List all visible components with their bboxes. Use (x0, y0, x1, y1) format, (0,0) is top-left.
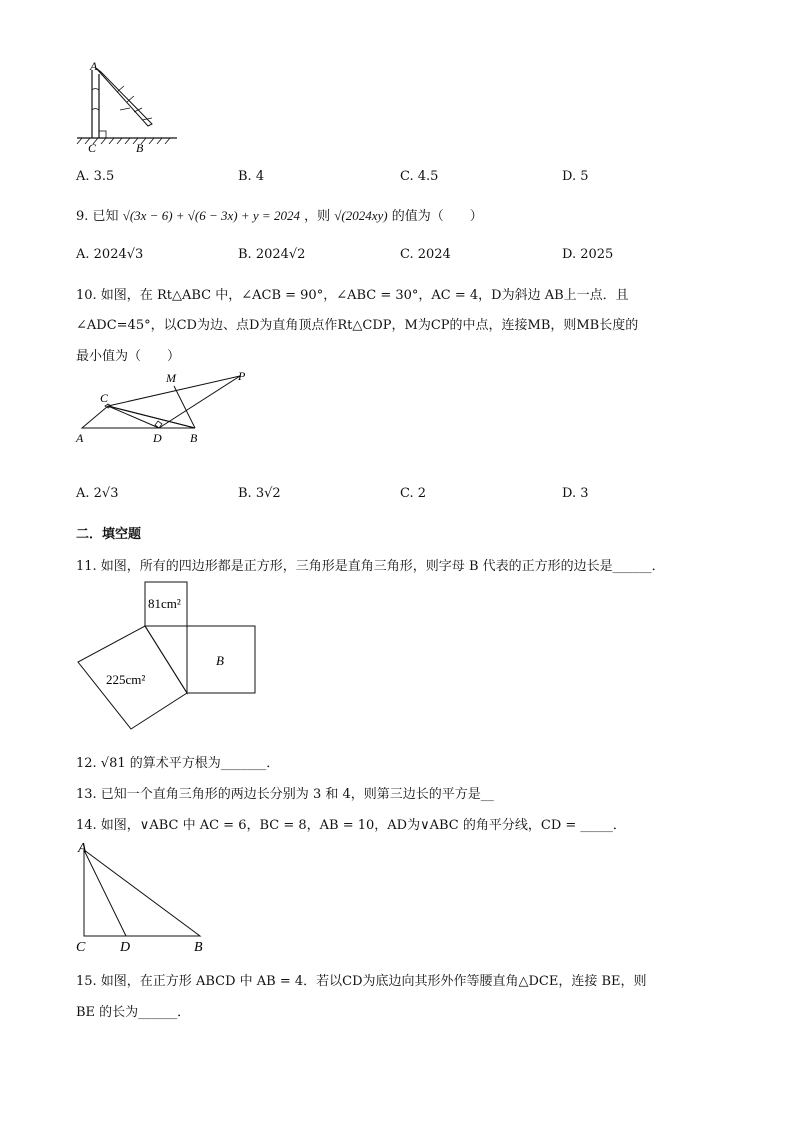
q10-label-b: B (190, 431, 198, 445)
q8-option-a[interactable]: A. 3.5 (76, 169, 115, 184)
q10-option-d[interactable]: D. 3 (562, 486, 589, 501)
fig8-label-b: B (136, 141, 144, 155)
q9-mid: ，则 (304, 209, 331, 224)
q14-label-d: D (120, 940, 131, 955)
q10-label-c: C (100, 391, 109, 405)
q8-option-c[interactable]: C. 4.5 (400, 169, 439, 184)
q9-stem (76, 205, 483, 224)
q12-text: 12. √81 的算术平方根为_______． (76, 756, 280, 771)
q9-option-b[interactable]: B. 2024√2 (238, 247, 306, 262)
q14-label-a: A (78, 841, 87, 856)
q11-figure (74, 580, 260, 738)
q10-figure (70, 368, 260, 446)
q10-line1: 10. 如图，在 Rt△ABC 中，∠ACB = 90°，∠ABC = 30°，AC = 4，D为斜边 AB上一点．且 (76, 288, 629, 303)
q11-text: 11. 如图，所有的四边形都是正方形，三角形是直角三角形，则字母 B 代表的正方形的边长是______． (76, 559, 665, 574)
q14-label-b: B (194, 940, 203, 955)
q9-suffix: 的值为（ ） (391, 209, 483, 224)
q9-expr2: √(2024xy) (334, 208, 388, 223)
q10-option-b[interactable]: B. 3√2 (238, 486, 281, 501)
q10-label-a: A (76, 431, 84, 445)
q14-figure (72, 838, 212, 956)
fig8-label-c: C (88, 141, 97, 155)
q8-figure (72, 60, 182, 155)
q13-text: 13. 已知一个直角三角形的两边长分别为 3 和 4，则第三边长的平方是__ (76, 787, 494, 802)
q15-line1: 15. 如图，在正方形 ABCD 中 AB = 4．若以CD为底边向其形外作等腰直角△DCE，连接 BE，则 (76, 974, 647, 989)
fig8-label-a: A (90, 60, 98, 73)
q10-option-a[interactable]: A. 2√3 (76, 486, 119, 501)
q10-line2: ∠ADC=45°，以CD为边、点D为直角顶点作Rt△CDP，M为CP的中点，连接MB，则MB长度的 (76, 318, 639, 333)
q10-label-d: D (153, 431, 162, 445)
q9-prefix: 9. 已知 (76, 209, 119, 224)
q10-label-m: M (166, 371, 176, 385)
q8-option-d[interactable]: D. 5 (562, 169, 589, 184)
q14-text: 14. 如图，∨ABC 中 AC = 6，BC = 8，AB = 10，AD为∨ABC 的角平分线，CD = _____． (76, 818, 626, 833)
q9-option-c[interactable]: C. 2024 (400, 247, 451, 262)
q9-option-a[interactable]: A. 2024√3 (76, 247, 144, 262)
q14-label-c: C (76, 940, 86, 955)
q11-label-225: 225cm² (106, 672, 146, 687)
q10-label-p: P (238, 369, 246, 383)
q10-line3: 最小值为（ ） (76, 349, 181, 364)
q9-expr: √(3x − 6) + √(6 − 3x) + y = 2024 (122, 208, 300, 223)
section-fill-in-title: 二．填空题 (76, 527, 142, 542)
q9-option-d[interactable]: D. 2025 (562, 247, 614, 262)
q8-option-b[interactable]: B. 4 (238, 169, 265, 184)
q11-label-b: B (216, 653, 224, 668)
q11-label-81: 81cm² (148, 596, 181, 611)
q10-option-c[interactable]: C. 2 (400, 486, 427, 501)
q15-line2: BE 的长为______． (76, 1005, 191, 1020)
